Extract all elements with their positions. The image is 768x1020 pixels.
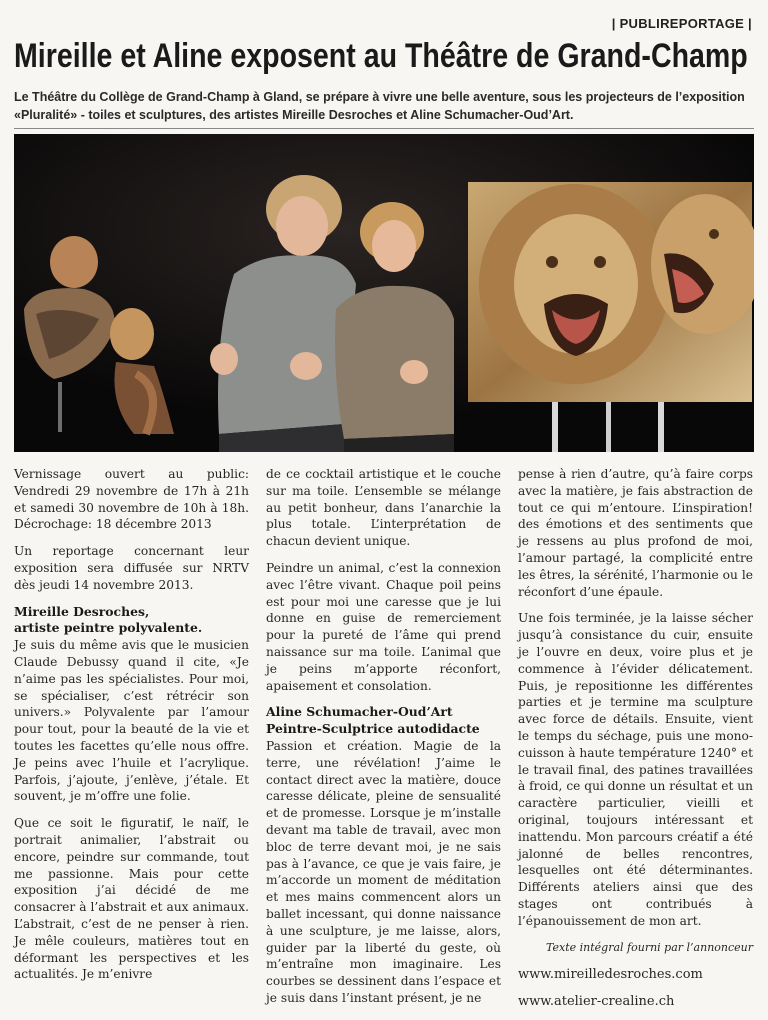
artist1-text-2: Que ce soit le figuratif, le naïf, le portrait animalier, l’abstrait ou encore, peindre sur commande, tout me passionne. Mais pour cette exposition j’ai décidé de me consacrer à l’abstrait et aux animaux. L’abstrait, c’est de ne penser à rien. Je mêle couleurs, matières tout en déformant les perspectives et les actualités. Je m’enivre bbox=[14, 816, 249, 982]
column-1 bbox=[14, 466, 249, 993]
website-link-1[interactable]: www.mireilledesroches.com bbox=[518, 967, 703, 983]
tv-report-info: Un reportage concernant leur exposition sera diffusée sur NRTV dès jeudi 14 novembre 2013. bbox=[14, 544, 249, 592]
artist2-text-3: Une fois terminée, je la laisse sécher jusqu’à consistance du cuir, ensuite je l’ouvre en deux, voire plus et je commence à l’évider délicatement. Puis, je repositionne les différentes parties et je termine ma sculpture avec force de détails. Ensuite, vient le temps du séchage, puis une mono-cuisson à haute température 1240° et le travail final, des patines travaillées à froid, ce qui donne un résultat et un caractère particulier, vieilli et original, toujours intéressant et inattendu. Mon parcours créatif a été jalonné de belles rencontres, lesquelles ont été déterminantes. Différents ateliers ainsi que des stages ont contribués à l’épanouissement de mon art. bbox=[518, 611, 753, 928]
lead-paragraph: Le Théâtre du Collège de Grand-Champ à Gland, se prépare à vivre une belle aventure, sous les projecteurs de l’exposition «Pluralité» - toiles et sculptures, des artistes Mireille Desroches et Aline Schumacher-Oud’Art. bbox=[14, 90, 745, 122]
top-divider bbox=[14, 128, 754, 129]
headline: Mireille et Aline exposent au Théâtre de Grand-Champ bbox=[14, 37, 748, 75]
artist1-subheading: artiste peintre polyvalente. bbox=[14, 620, 203, 636]
advertiser-note: Texte intégral fourni par l’annonceur bbox=[546, 940, 753, 954]
artist1-heading: Mireille Desroches, bbox=[14, 603, 150, 619]
column-2 bbox=[266, 466, 501, 1017]
artist2-heading: Aline Schumacher-Oud’Art bbox=[266, 704, 453, 720]
artist2-text-2: pense à rien d’autre, qu’à faire corps avec la matière, je fais abstraction de tout ce qui m’entoure. L’inspiration! des émotions et des sentiments que je ressens au plus profond de moi, l’amour partagé, la complicité entre les êtres, la sérénité, l’harmonie ou le réconfort d’une épaule. bbox=[518, 467, 753, 599]
artist1-text-3: de ce cocktail artistique et le couche sur ma toile. L’ensemble se mélange au petit bonheur, dans l’anarchie la plus totale. L’interprétation de chacun devient unique. bbox=[266, 467, 501, 549]
opening-info: Vernissage ouvert au public: Vendredi 29 novembre de 17h à 21h et samedi 30 novembre de 10h à 18h. Décrochage: 18 décembre 2013 bbox=[14, 467, 249, 532]
column-3 bbox=[518, 466, 753, 1020]
artist1-text-4: Peindre un animal, c’est la connexion avec l’être vivant. Chaque poil peins est pour moi une caresse que je lui donne en guise de remerciement pour la pureté de l’âme qui prend naissance sur ma toile. L’animal que je peins m’apporte réconfort, apaisement et consolation. bbox=[266, 560, 501, 693]
artist2-text-1: Passion et création. Magie de la terre, une révélation! J’aime le contact direct avec la matière, douce caresse délicate, pleine de sensualité et de promesse. Lorsque je m’installe devant ma table de travail, avec mon bloc de terre devant moi, je ne sais pas à l’avance, ce que je vais faire, je m’accorde un moment de méditation et mes mains commencent alors un ballet incessant, qui donne naissance à une sculpture, je me laisse, alors, guider par la liberté du geste, où m’entraîne mon imaginaire. Les courbes se dessinent dans l’espace et je suis dans l’instant présent, je ne bbox=[266, 738, 501, 1005]
artist2-subheading: Peintre-Sculptrice autodidacte bbox=[266, 721, 480, 737]
artist1-text-1: Je suis du même avis que le musicien Claude Debussy quand il cite, «Je n’aime pas les spécialistes. Pour moi, se spécialiser, c’est rétrécir son univers.» Polyvalente par l’amour pour tout, pour la beauté de la vie et toutes les facettes qu’elle nous offre. Je peins avec l’huile et l’acrylique. Parfois, j’ajoute, j’enlève, j’étale. Et souvent, je m’offre une folie. bbox=[14, 638, 249, 804]
section-tag: | PUBLIREPORTAGE | bbox=[611, 16, 752, 31]
website-link-2[interactable]: www.atelier-crealine.ch bbox=[518, 994, 675, 1010]
exhibition-photo bbox=[14, 134, 754, 452]
